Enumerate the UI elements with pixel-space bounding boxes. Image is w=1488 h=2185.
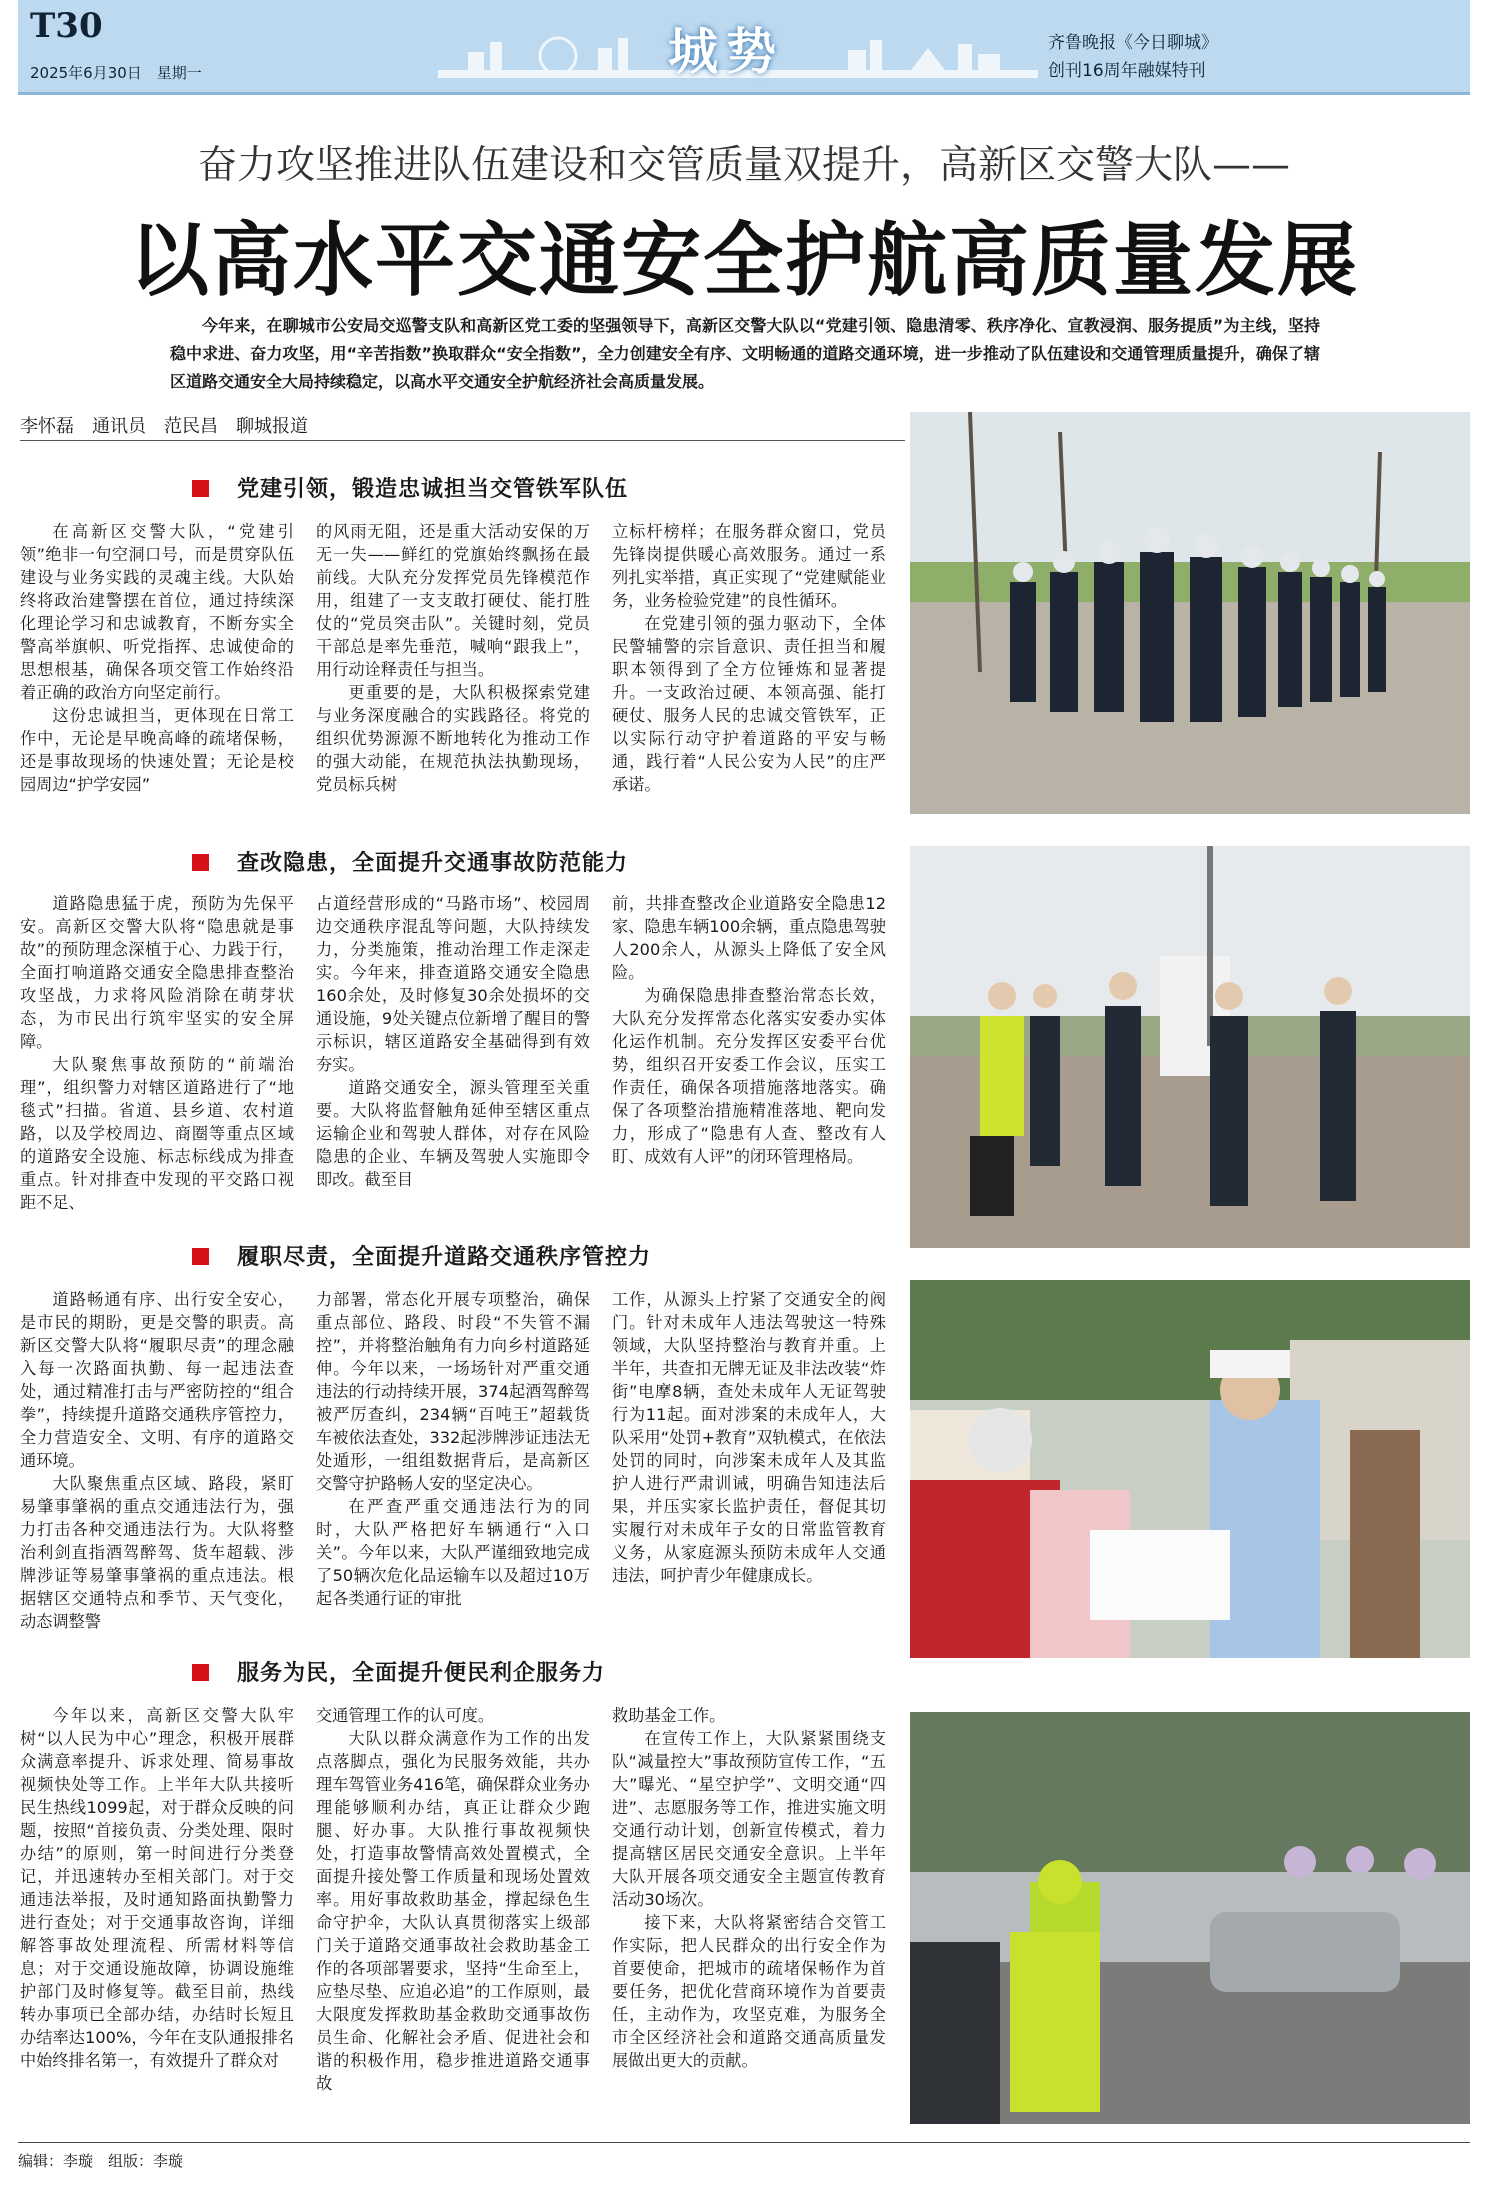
- special-edition: 创刊16周年融媒特刊: [1048, 61, 1206, 81]
- article-title: 以高水平交通安全护航高质量发展: [129, 213, 1359, 307]
- page-number: T30: [30, 6, 103, 46]
- section-1-col-1: 在高新区交警大队，“党建引领”绝非一句空洞口号，而是贯穿队伍建设与业务实践的灵魂主线。大队始终将政治建警摆在首位，通过持续深化理论学习和忠诚教育，不断夯实全警高举旗帜、听党指挥、忠诚使命的思想根基，确保各项交管工作始终沿着正确的政治方向坚定前行。 这份忠诚担当，更体现在日常工作中，无论是早晚高峰的疏堵保畅，还是事故现场的快速处置；无论是校园周边“护学安园”: [20, 522, 294, 794]
- byline-rule: [20, 440, 905, 441]
- section-4-col-3: 救助基金工作。 在宣传工作上，大队紧紧围绕支队“减量控大”事故预防宣传工作，“五大”曝光、“星空护学”、文明交通“四进”、志愿服务等工作，推进实施文明交通行动计划，创新宣传模式，着力提高辖区居民交通安全意识。上半年大队开展各项交通安全主题宣传教育活动30场次。 接下来，大队将紧密结合交管工作实际，把人民群众的出行安全作为首要使命，把城市的疏堵保畅作为首要任务，把优化营商环境作为首要责任，主动作为，攻坚克难，为服务全市全区经济社会和道路交通高质量发展做出更大的贡献。: [612, 1706, 886, 2070]
- section-heading-4: 服务为民，全面提升便民利企服务力: [192, 1656, 605, 1687]
- photo-police-saluting: [910, 412, 1470, 814]
- red-square-icon: [192, 1664, 209, 1681]
- section-3-col-3: 工作，从源头上拧紧了交通安全的阀门。针对未成年人违法驾驶这一特殊领域，大队坚持整治与教育并重。上半年，共查扣无牌无证及非法改装“炸街”电摩8辆，查处未成年人无证驾驶行为11起。面对涉案的未成年人，大队采用“处罚+教育”双轨模式，在依法处罚的同时，向涉案未成年人及其监护人进行严肃训诫，明确告知违法后果，并压实家长监护责任，督促其切实履行对未成年子女的日常监管教育义务，从家庭源头预防未成年人交通违法，呵护青少年健康成长。: [612, 1290, 886, 1585]
- issue-date: 2025年6月30日 星期一: [30, 64, 202, 82]
- photo-rainy-traffic: [910, 1712, 1470, 2124]
- footer-rule: [18, 2142, 1470, 2143]
- page-header: [18, 0, 1470, 95]
- footer-credits: 编辑：李璇 组版：李璇: [18, 2152, 184, 2170]
- photo-community-outreach: [910, 1280, 1470, 1658]
- section-2-col-3: 前，共排查整改企业道路安全隐患12家、隐患车辆100余辆，重点隐患驾驶人200余人，从源头上降低了安全风险。 为确保隐患排查整治常态长效，大队充分发挥常态化落实安委办实体化运作机制。充分发挥区安委平台优势，组织召开安委工作会议，压实工作责任，确保各项措施落地落实。确保了各项整治措施精准落地、靶向发力，形成了“隐患有人查、整改有人盯、成效有人评”的闭环管理格局。: [612, 894, 886, 1166]
- article-kicker: 奋力攻坚推进队伍建设和交管质量双提升，高新区交警大队——: [197, 143, 1290, 188]
- photo-inspection-team: [910, 846, 1470, 1248]
- section-1-col-2: 的风雨无阻，还是重大活动安保的万无一失——鲜红的党旗始终飘扬在最前线。大队充分发挥党员先锋模范作用，组建了一支支敢打硬仗、能打胜仗的“党员突击队”。关键时刻，党员干部总是率先垂范，喊响“跟我上”，用行动诠释责任与担当。 更重要的是，大队积极探索党建与业务深度融合的实践路径。将党的组织优势源源不断地转化为推动工作的强大动能，在规范执法执勤现场，党员标兵树: [316, 522, 590, 794]
- red-square-icon: [192, 1248, 209, 1265]
- byline: 李怀磊 通讯员 范民昌 聊城报道: [20, 416, 308, 437]
- section-heading-3: 履职尽责，全面提升道路交通秩序管控力: [192, 1240, 651, 1271]
- section-3-col-1: 道路畅通有序、出行安全安心，是市民的期盼，更是交警的职责。高新区交警大队将“履职尽责”的理念融入每一次路面执勤、每一起违法查处，通过精准打击与严密防控的“组合拳”，持续提升道路交通秩序管控力，全力营造安全、文明、有序的道路交通环境。 大队聚焦重点区域、路段，紧盯易肇事肇祸的重点交通违法行为，强力打击各种交通违法行为。大队将整治利剑直指酒驾醉驾、货车超载、涉牌涉证等易肇事肇祸的重点违法。根据辖区交通特点和季节、天气变化，动态调整警: [20, 1290, 294, 1631]
- red-square-icon: [192, 480, 209, 497]
- section-4-col-1: 今年以来，高新区交警大队牢树“以人民为中心”理念，积极开展群众满意率提升、诉求处理、简易事故视频快处等工作。上半年大队共接听民生热线1099起，对于群众反映的问题，按照“首接负责、分类处理、限时办结”的原则，第一时间进行分类登记，并迅速转办至相关部门。对于交通违法举报，及时通知路面执勤警力进行查处；对于交通事故咨询，详细解答事故处理流程、所需材料等信息；对于交通设施故障，协调设施维护部门及时修复等。截至目前，热线转办事项已全部办结，办结时长短且办结率达100%，今年在支队通报排名中始终排名第一，有效提升了群众对: [20, 1706, 294, 2070]
- section-title: 城势: [668, 22, 784, 81]
- section-2-col-2: 占道经营形成的“马路市场”、校园周边交通秩序混乱等问题，大队持续发力，分类施策，推动治理工作走深走实。今年来，排查道路交通安全隐患160余处，及时修复30余处损坏的交通设施，9处关键点位新增了醒目的警示标识，辖区道路安全基础得到有效夯实。 道路交通安全，源头管理至关重要。大队将监督触角延伸至辖区重点运输企业和驾驶人群体，对存在风险隐患的企业、车辆及驾驶人实施即令即改。截至目: [316, 894, 590, 1189]
- section-1-col-3: 立标杆榜样；在服务群众窗口，党员先锋岗提供暖心高效服务。通过一系列扎实举措，真正实现了“党建赋能业务，业务检验党建”的良性循环。 在党建引领的强力驱动下，全体民警辅警的宗旨意识、责任担当和履职本领得到了全方位锤炼和显著提升。一支政治过硬、本领高强、能打硬仗、服务人民的忠诚交管铁军，正以实际行动守护着道路的平安与畅通，践行着“人民公安为人民”的庄严承诺。: [612, 522, 886, 794]
- red-square-icon: [192, 854, 209, 871]
- article-lead: 今年来，在聊城市公安局交巡警支队和高新区党工委的坚强领导下，高新区交警大队以“党建引领、隐患清零、秩序净化、宣教浸润、服务提质”为主线，坚持稳中求进、奋力攻坚，用“辛苦指数”换取群众“安全指数”，全力创建安全有序、文明畅通的道路交通环境，进一步推动了队伍建设和交通管理质量提升，确保了辖区道路交通安全大局持续稳定，以高水平交通安全护航经济社会高质量发展。: [170, 316, 1320, 391]
- section-heading-2: 查改隐患，全面提升交通事故防范能力: [192, 846, 628, 877]
- section-2-col-1: 道路隐患猛于虎，预防为先保平安。高新区交警大队将“隐患就是事故”的预防理念深植于心、力践于行，全面打响道路交通安全隐患排查整治攻坚战，力求将风险消除在萌芽状态，为市民出行筑牢坚实的安全屏障。 大队聚焦事故预防的“前端治理”，组织警力对辖区道路进行了“地毯式”扫描。省道、县乡道、农村道路，以及学校周边、商圈等重点区域的道路安全设施、标志标线成为排查重点。针对排查中发现的平交路口视距不足、: [20, 894, 294, 1212]
- section-4-col-2: 交通管理工作的认可度。 大队以群众满意作为工作的出发点落脚点，强化为民服务效能，共办理车驾管业务416笔，确保群众业务办理能够顺利办结，真正让群众少跑腿、好办事。大队推行事故视频快处，打造事故警情高效处置模式，全面提升接处警工作质量和现场处置效率。用好事故救助基金，撑起绿色生命守护伞，大队认真贯彻落实上级部门关于道路交通事故社会救助基金工作的各项部署要求，坚持“生命至上，应垫尽垫、应追必追”的工作原则，最大限度发挥救助基金救助交通事故伤员生命、化解社会矛盾、促进社会和谐的积极作用，稳步推进道路交通事故: [316, 1706, 590, 2093]
- paper-name: 齐鲁晚报《今日聊城》: [1048, 33, 1218, 53]
- section-3-col-2: 力部署，常态化开展专项整治，确保重点部位、路段、时段“不失管不漏控”，并将整治触角有力向乡村道路延伸。今年以来，一场场针对严重交通违法的行动持续开展，374起酒驾醉驾被严厉查纠，234辆“百吨王”超载货车被依法查处，332起涉牌涉证违法无处遁形，一组组数据背后，是高新区交警守护路畅人安的坚定决心。 在严查严重交通违法行为的同时，大队严格把好车辆通行“入口关”。今年以来，大队严谨细致地完成了50辆次危化品运输车以及超过10万起各类通行证的审批: [316, 1290, 590, 1608]
- section-heading-1: 党建引领，锻造忠诚担当交管铁军队伍: [192, 472, 628, 503]
